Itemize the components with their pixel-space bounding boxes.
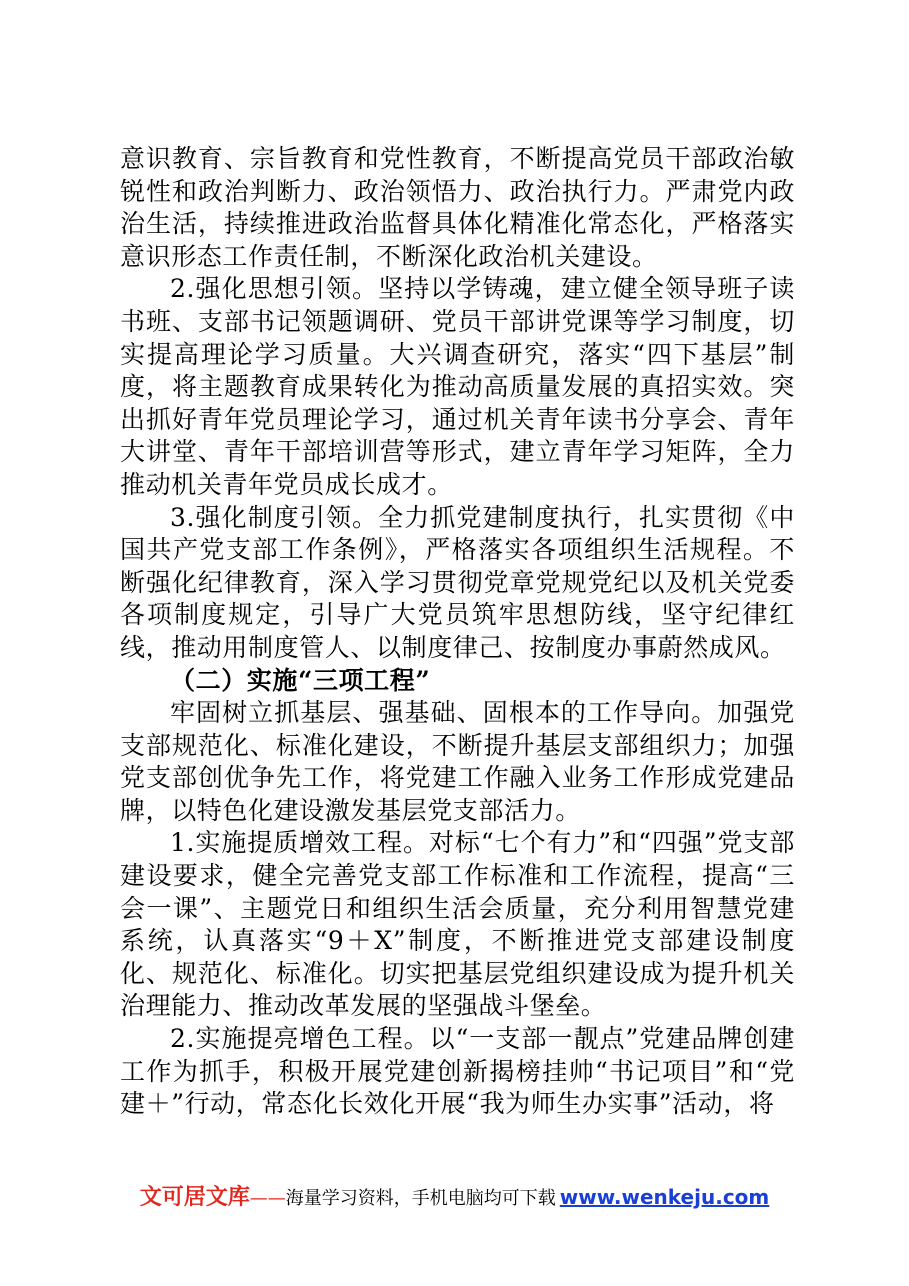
paragraph-thought-guidance: 2.强化思想引领。坚持以学铸魂，建立健全领导班子读书班、支部书记领题调研、党员干部讲党课等学习制度，切实提高理论学习质量。大兴调查研究，落实“四下基层”制度，将主题教育成果转化为推动高质量发展的真招实效。突出抓好青年党员理论学习，通过机关青年读书分享会、青年大讲堂、青年干部培训营等形式，建立青年学习矩阵，全力推动机关青年党员成长成才。 bbox=[120, 274, 795, 499]
section-heading: （二）实施“三项工程” bbox=[170, 665, 431, 695]
footer-banner bbox=[0, 1180, 909, 1211]
paragraph-section-intro: 牢固树立抓基层、强基础、固根本的工作导向。加强党支部规范化、标准化建设，不断提升基层支部组织力；加强党支部创优争先工作，将党建工作融入业务工作形成党建品牌，以特色化建设激发基层党支部活力。 bbox=[120, 698, 795, 825]
paragraph-system-guidance: 3.强化制度引领。全力抓党建制度执行，扎实贯彻《中国共产党支部工作条例》，严格落实各项组织生活规程。不断强化纪律教育，深入学习贯彻党章党规党纪以及机关党委各项制度规定，引导广大党员筑牢思想防线，坚守纪律红线，推动用制度管人、以制度律己、按制度办事蔚然成风。 bbox=[120, 502, 795, 662]
footer-description: 海量学习资料，手机电脑均可下载 bbox=[285, 1188, 556, 1209]
footer-link[interactable]: www.wenkeju.com bbox=[559, 1185, 770, 1209]
document-body bbox=[120, 143, 795, 1121]
paragraph-brightening-project: 2.实施提亮增色工程。以“一支部一靓点”党建品牌创建工作为抓手，积极开展党建创新揭榜挂帅“书记项目”和“党建＋”行动，常态化长效化开展“我为师生办实事”活动，将 bbox=[120, 1024, 795, 1119]
paragraph-continuation: 意识教育、宗旨教育和党性教育，不断提高党员干部政治敏锐性和政治判断力、政治领悟力、政治执行力。严肃党内政治生活，持续推进政治监督具体化精准化常态化，严格落实意识形态工作责任制，不断深化政治机关建设。 bbox=[120, 144, 795, 271]
footer-dash: —— bbox=[249, 1188, 286, 1209]
paragraph-quality-project: 1.实施提质增效工程。对标“七个有力”和“四强”党支部建设要求，健全完善党支部工作标准和工作流程，提高“三会一课”、主题党日和组织生活会质量，充分利用智慧党建系统，认真落实“9＋X”制度，不断推进党支部建设制度化、规范化、标准化。切实把基层党组织建设成为提升机关治理能力、推动改革发展的坚强战斗堡垒。 bbox=[120, 828, 795, 1021]
footer-brand: 文可居文库 bbox=[139, 1185, 250, 1210]
